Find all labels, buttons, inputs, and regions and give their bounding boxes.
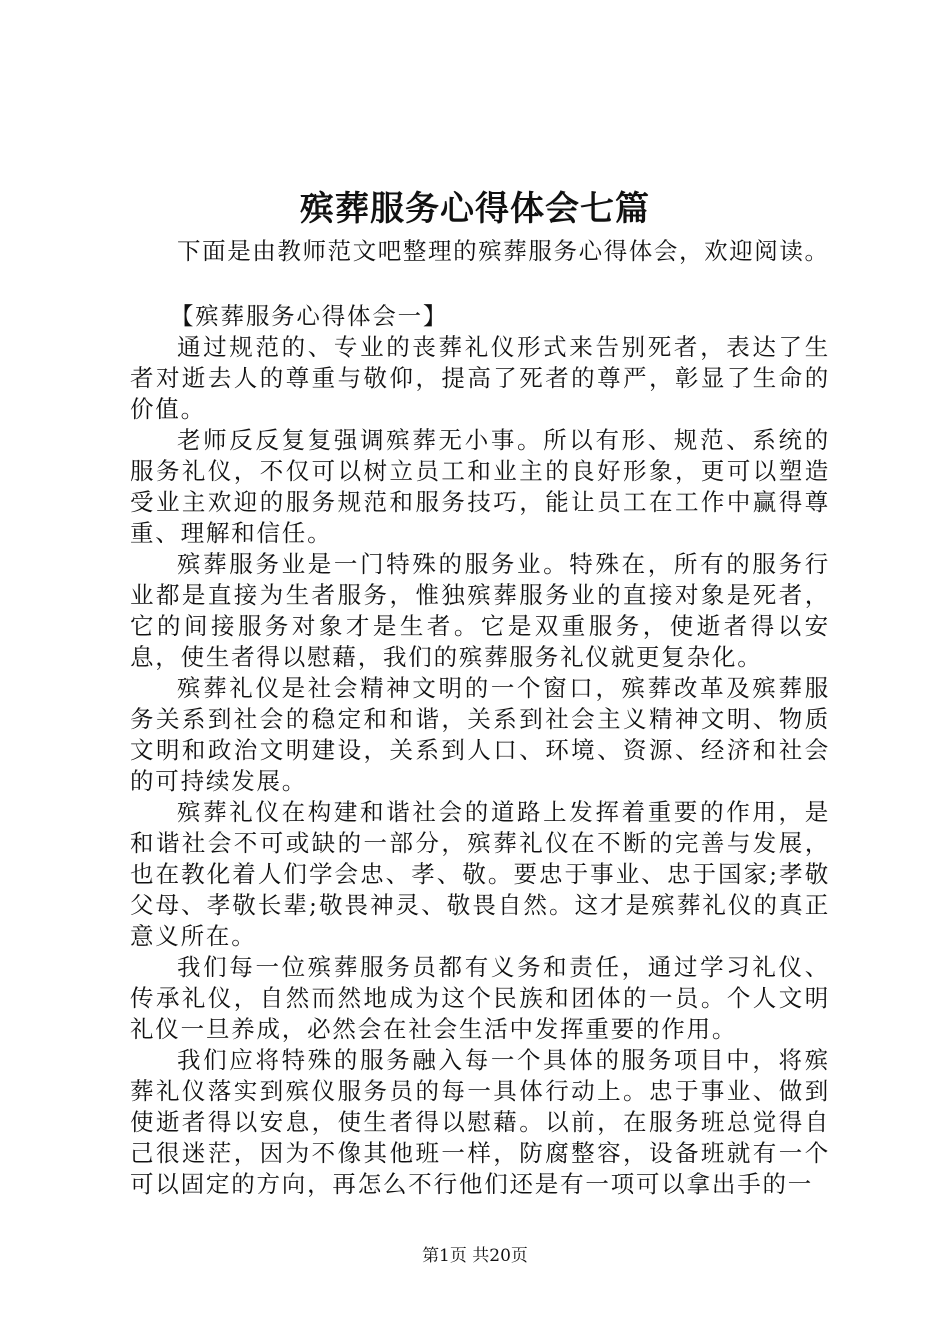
document-body	[130, 236, 830, 1200]
intro-paragraph: 下面是由教师范文吧整理的殡葬服务心得体会，欢迎阅读。	[177, 237, 830, 265]
page-footer: 第1页 共20页	[422, 1246, 528, 1266]
paragraph-6: 我们每一位殡葬服务员都有义务和责任，通过学习礼仪、传承礼仪，自然而然地成为这个民族和团体的一员。个人文明礼仪一旦养成，必然会在社会生活中发挥重要的作用。	[130, 953, 830, 1043]
paragraph-5: 殡葬礼仪在构建和谐社会的道路上发挥着重要的作用，是和谐社会不可或缺的一部分，殡葬礼仪在不断的完善与发展，也在教化着人们学会忠、孝、敬。要忠于事业、忠于国家;孝敬父母、孝敬长辈;敬畏神灵、敬畏自然。这才是殡葬礼仪的真正意义所在。	[130, 798, 830, 950]
paragraph-2: 老师反反复复强调殡葬无小事。所以有形、规范、系统的服务礼仪，不仅可以树立员工和业主的良好形象，更可以塑造受业主欢迎的服务规范和服务技巧，能让员工在工作中赢得尊重、理解和信任。	[130, 426, 830, 547]
paragraph-7: 我们应将特殊的服务融入每一个具体的服务项目中，将殡葬礼仪落实到殡仪服务员的每一具体行动上。忠于事业、做到使逝者得以安息，使生者得以慰藉。以前，在服务班总觉得自己很迷茫，因为不像其他班一样，防腐整容，设备班就有一个可以固定的方向，再怎么不行他们还是有一项可以拿出手的一	[130, 1046, 830, 1198]
paragraph-4: 殡葬礼仪是社会精神文明的一个窗口，殡葬改革及殡葬服务关系到社会的稳定和和谐，关系到社会主义精神文明、物质文明和政治文明建设，关系到人口、环境、资源、经济和社会的可持续发展。	[130, 674, 830, 795]
paragraph-1: 通过规范的、专业的丧葬礼仪形式来告别死者，表达了生者对逝去人的尊重与敬仰，提高了死者的尊严，彰显了生命的价值。	[130, 333, 830, 423]
section-heading: 【殡葬服务心得体会一】	[169, 302, 449, 330]
blank-line	[130, 267, 830, 301]
paragraph-3: 殡葬服务业是一门特殊的服务业。特殊在，所有的服务行业都是直接为生者服务，惟独殡葬服务业的直接对象是死者，它的间接服务对象才是生者。它是双重服务，使逝者得以安息，使生者得以慰藉，我们的殡葬服务礼仪就更复杂化。	[130, 550, 830, 671]
document-title: 殡葬服务心得体会七篇	[300, 189, 650, 229]
